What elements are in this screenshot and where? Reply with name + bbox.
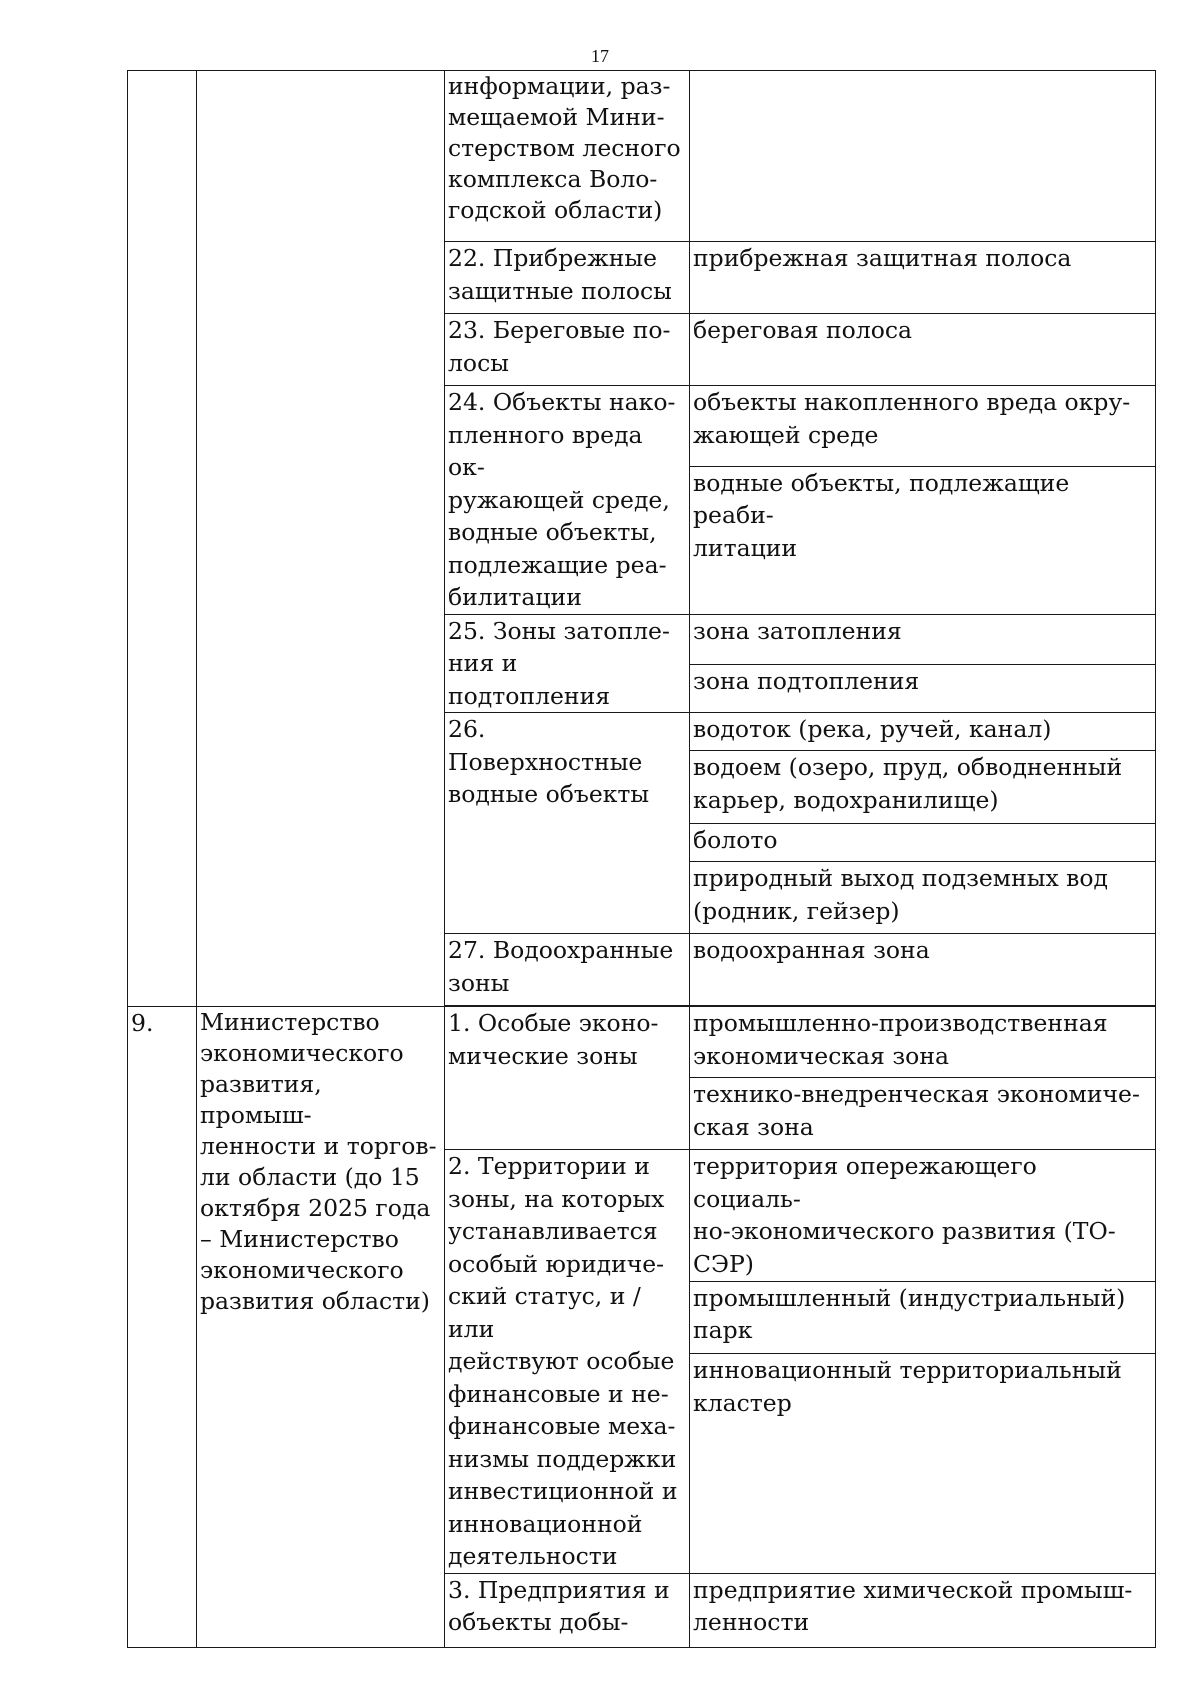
object-text: водоем (озеро, пруд, обводненный карьер, водохранилище) [693, 753, 1123, 814]
number-cell [128, 71, 197, 1007]
object-cell [690, 1150, 1156, 1282]
category-text: 1. Особые эконо- мические зоны [448, 1009, 659, 1070]
page-number: 17 [591, 46, 609, 66]
object-cell [690, 242, 1156, 314]
registry-table [127, 70, 1156, 1648]
section-number: 9. [131, 1009, 154, 1037]
object-cell [690, 1281, 1156, 1353]
object-cell [690, 1573, 1156, 1647]
object-text: водные объекты, подлежащие реаби- литации [693, 468, 1070, 562]
object-text: промышленно-производственная экономическая зона [693, 1009, 1108, 1070]
category-cell [445, 713, 690, 934]
category-cell [445, 242, 690, 314]
object-text: береговая полоса [693, 316, 913, 344]
spacer-cell [445, 1647, 1156, 1648]
object-cell [690, 1007, 1156, 1078]
category-cell [445, 1007, 690, 1150]
object-text: прибрежная защитная полоса [693, 244, 1072, 272]
object-cell [690, 665, 1156, 713]
object-cell [690, 71, 1156, 242]
category-text: 23. Береговые по- лосы [448, 316, 671, 377]
object-cell [690, 614, 1156, 665]
category-cell [445, 71, 690, 242]
category-text: 24. Объекты нако- пленного вреда ок- ружающей среде, водные объекты, подлежащие реа- билитации [448, 388, 676, 611]
ministry-cell [197, 71, 445, 1007]
category-text: информации, раз- мещаемой Мини- стерством лесного комплекса Воло- годской области) [448, 72, 681, 224]
object-cell [690, 314, 1156, 386]
object-text: зона подтопления [693, 667, 920, 695]
object-cell [690, 466, 1156, 614]
object-cell [690, 713, 1156, 751]
category-cell [445, 386, 690, 615]
category-text: 27. Водоохранные зоны [448, 936, 674, 997]
category-cell [445, 1150, 690, 1574]
category-text: 22. Прибрежные защитные полосы [448, 244, 672, 305]
object-text: водоток (река, ручей, канал) [693, 715, 1052, 743]
category-text: 26. Поверхностные водные объекты [448, 715, 650, 808]
category-cell [445, 314, 690, 386]
section-number-cell [128, 1007, 197, 1648]
category-cell [445, 934, 690, 1006]
object-text: инновационный территориальный кластер [693, 1356, 1122, 1417]
category-cell [445, 614, 690, 713]
object-text: объекты накопленного вреда окру- жающей среде [693, 388, 1131, 449]
object-cell [690, 934, 1156, 1006]
table-row [128, 71, 1156, 242]
object-cell [690, 386, 1156, 467]
ministry-cell [197, 1007, 445, 1648]
object-cell [690, 751, 1156, 824]
object-text: зона затопления [693, 616, 902, 645]
object-text: технико-внедренческая экономиче- ская зона [693, 1080, 1140, 1141]
object-text: болото [693, 826, 778, 854]
object-text: промышленный (индустриальный) парк [693, 1283, 1126, 1345]
object-text: территория опережающего социаль- но-экономического развития (ТО- СЭР) [693, 1152, 1116, 1278]
object-cell [690, 1078, 1156, 1150]
object-text: природный выход подземных вод (родник, гейзер) [693, 864, 1109, 925]
table-row [128, 1007, 1156, 1078]
object-text: водоохранная зона [693, 936, 930, 964]
category-text: 3. Предприятия и объекты добы- [448, 1575, 670, 1636]
object-cell [690, 824, 1156, 862]
category-text: 2. Территории и зоны, на которых устанавливается особый юридиче- ский статус, и / или действуют особые финансовые и не- финансовые меха- низмы поддержки инвестиционной и инновационной деятельности [448, 1152, 678, 1570]
object-cell [690, 1354, 1156, 1573]
category-text: 25. Зоны затопле- ния и подтопления [448, 616, 670, 710]
category-cell [445, 1573, 690, 1647]
object-text: предприятие химической промыш- ленности [693, 1575, 1133, 1636]
ministry-name: Министерство экономического развития, промыш- ленности и торгов- ли области (до 15 октября 2025 года – Министерство экономического развития области) [200, 1008, 437, 1315]
object-cell [690, 862, 1156, 934]
